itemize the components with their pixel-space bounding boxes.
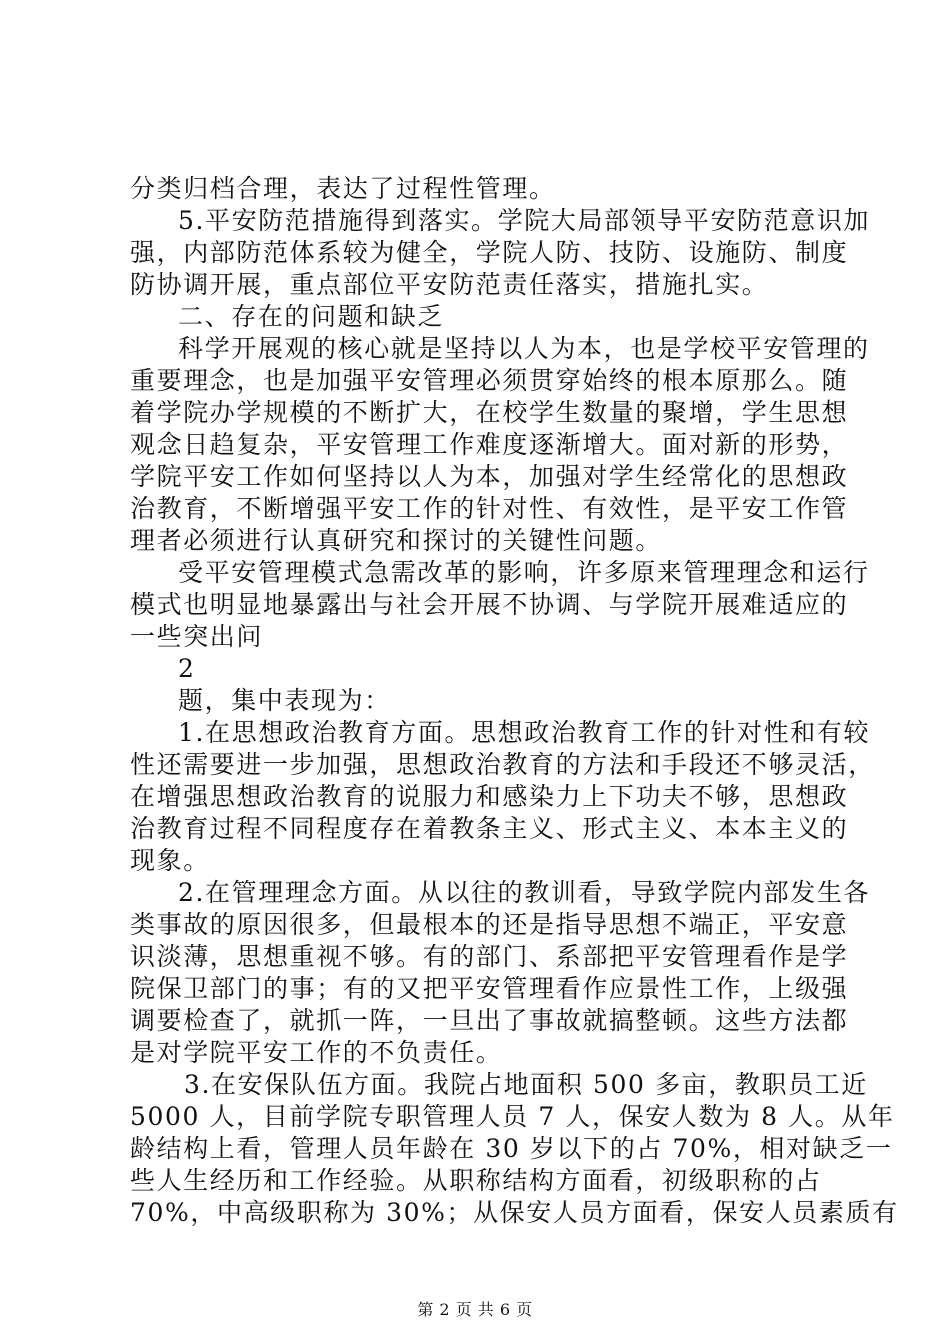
text-line: 着学院办学规模的不断扩大，在校学生数量的聚增，学生思想	[130, 398, 849, 427]
page-footer: 第 2 页 共 6 页	[417, 1300, 533, 1319]
text-line: 1.在思想政治教育方面。思想政治教育工作的针对性和有较	[178, 718, 871, 747]
text-line: 强，内部防范体系较为健全，学院人防、技防、设施防、制度	[130, 238, 849, 267]
text-line: 龄结构上看，管理人员年龄在 30 岁以下的占 70%，相对缺乏一	[130, 1134, 893, 1163]
text-line: 题，集中表现为：	[178, 686, 391, 715]
text-line: 模式也明显地暴露出与社会开展不协调、与学院开展难适应的	[130, 590, 849, 619]
text-line: 重要理念，也是加强平安管理必须贯穿始终的根本原那么。随	[130, 366, 849, 395]
text-line: 是对学院平安工作的不负责任。	[130, 1038, 503, 1067]
text-line: 5000 人，目前学院专职管理人员 7 人，保安人数为 8 人。从年	[130, 1102, 895, 1131]
text-line: 性还需要进一步加强，思想政治教育的方法和手段还不够灵活，	[130, 750, 875, 779]
text-line: 5.平安防范措施得到落实。学院大局部领导平安防范意识加	[178, 206, 871, 235]
text-line: 些人生经历和工作经验。从职称结构方面看，初级职称的占	[130, 1166, 822, 1195]
text-line: 类事故的原因很多，但最根本的还是指导思想不端正，平安意	[130, 910, 849, 939]
text-line: 2.在管理理念方面。从以往的教训看，导致学院内部发生各	[178, 878, 871, 907]
page-marker: 2	[178, 654, 196, 683]
text-line: 70%，中高级职称为 30%；从保安人员方面看，保安人员素质有	[130, 1198, 899, 1227]
section-heading: 二、存在的问题和缺乏	[178, 302, 445, 331]
text-line: 分类归档合理，表达了过程性管理。	[130, 174, 556, 203]
text-line: 治教育过程不同程度存在着教条主义、形式主义、本本主义的	[130, 814, 849, 843]
text-line: 现象。	[130, 846, 210, 875]
text-line: 治教育，不断增强平安工作的针对性、有效性，是平安工作管	[130, 494, 849, 523]
text-line: 调要检查了，就抓一阵，一旦出了事故就搞整顿。这些方法都	[130, 1006, 849, 1035]
text-line: 科学开展观的核心就是坚持以人为本，也是学校平安管理的	[178, 334, 870, 363]
text-line: 3.在安保队伍方面。我院占地面积 500 多亩，教职员工近	[184, 1070, 868, 1099]
text-line: 在增强思想政治教育的说服力和感染力上下功夫不够，思想政	[130, 782, 849, 811]
text-line: 一些突出问	[130, 622, 264, 651]
text-line: 院保卫部门的事；有的又把平安管理看作应景性工作，上级强	[130, 974, 849, 1003]
text-line: 识淡薄，思想重视不够。有的部门、系部把平安管理看作是学	[130, 942, 849, 971]
text-line: 观念日趋复杂，平安管理工作难度逐渐增大。面对新的形势，	[130, 430, 849, 459]
text-line: 学院平安工作如何坚持以人为本，加强对学生经常化的思想政	[130, 462, 849, 491]
text-line: 受平安管理模式急需改革的影响，许多原来管理理念和运行	[178, 558, 870, 587]
text-line: 理者必须进行认真研究和探讨的关键性问题。	[130, 526, 663, 555]
text-line: 防协调开展，重点部位平安防范责任落实，措施扎实。	[130, 270, 769, 299]
